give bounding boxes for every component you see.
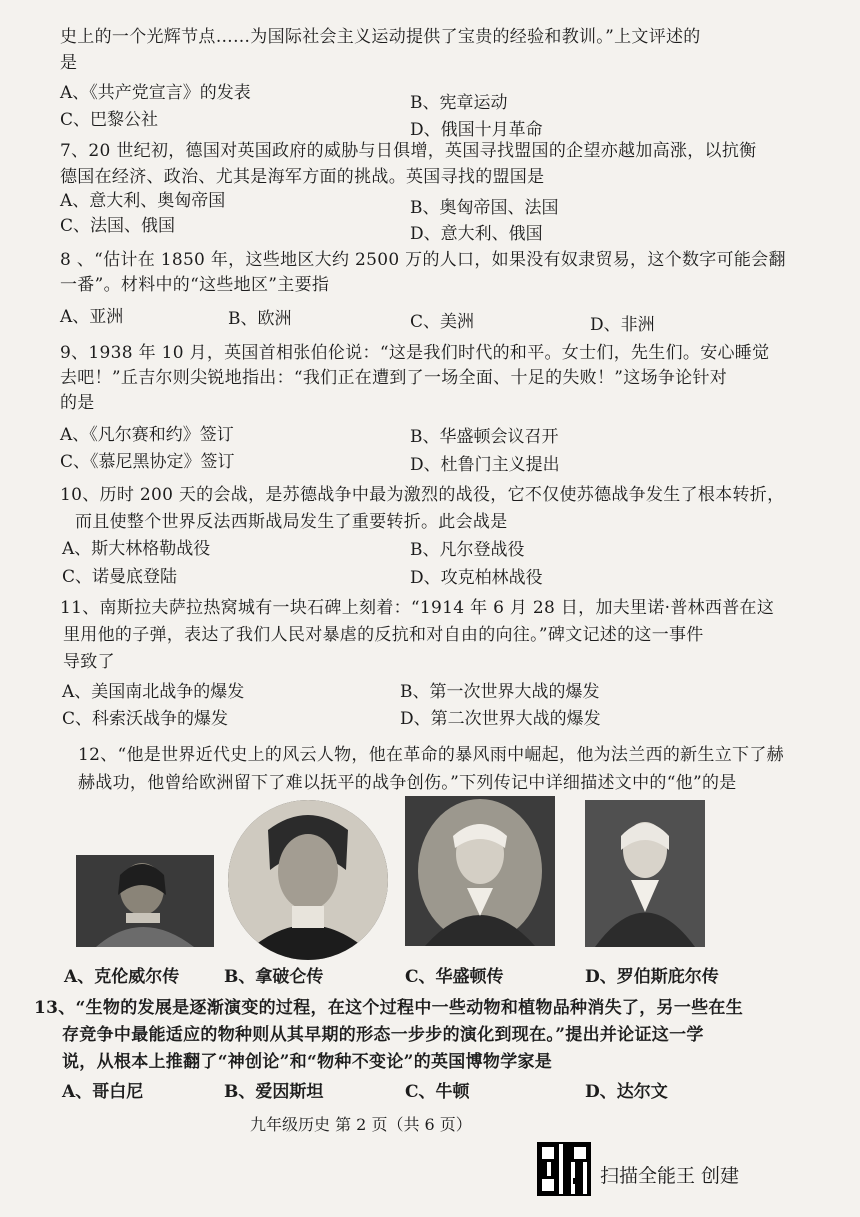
q7-option-a: A、意大利、奥匈帝国 [60, 191, 226, 211]
q7-stem-line2: 德国在经济、政治、尤其是海军方面的挑战。英国寻找的盟国是 [60, 167, 545, 187]
q8-option-c: C、美洲 [410, 312, 475, 332]
q8-option-a: A、亚洲 [60, 307, 124, 327]
q13-stem-line2: 存竞争中最能适应的物种则从其早期的形态一步步的演化到现在。”提出并论证这一学 [62, 1025, 704, 1045]
q10-stem-line2: 而且使整个世界反法西斯战局发生了重要转折。此会战是 [75, 512, 508, 532]
q8-option-d: D、非洲 [590, 315, 655, 335]
q6-option-b: B、宪章运动 [410, 93, 508, 113]
q11-option-b: B、第一次世界大战的爆发 [400, 682, 600, 702]
q9-option-d: D、杜鲁门主义提出 [410, 455, 560, 475]
q7-option-d: D、意大利、俄国 [410, 224, 543, 244]
q11-stem-line2: 里用他的子弹，表达了我们人民对暴虐的反抗和对自由的向往。”碑文记述的这一事件 [63, 625, 704, 645]
q11-option-d: D、第二次世界大战的爆发 [400, 709, 601, 729]
q7-option-c: C、法国、俄国 [60, 216, 176, 236]
q6-stem-line2: 是 [60, 53, 78, 73]
q11-stem-line1: 11、南斯拉夫萨拉热窝城有一块石碑上刻着：“1914 年 6 月 28 日，加夫里诺·普林西普在这 [60, 598, 775, 618]
q10-option-c: C、诺曼底登陆 [62, 567, 178, 587]
q12-option-d: D、罗伯斯庇尔传 [585, 967, 719, 987]
q8-stem-line1: 8 、“估计在 1850 年，这些地区大约 2500 万的人口，如果没有奴隶贸易，这个数字可能会翻 [60, 250, 786, 270]
q13-stem-line3: 说，从根本上推翻了“神创论”和“物种不变论”的英国博物学家是 [62, 1052, 553, 1072]
q6-option-a: A、《共产党宣言》的发表 [60, 83, 251, 103]
q9-stem-line3: 的是 [60, 393, 95, 413]
portrait-washington-image [405, 796, 555, 946]
q7-stem-line1: 7、20 世纪初，德国对英国政府的威胁与日俱增，英国寻找盟国的企望亦越加高涨，以抗衡 [60, 141, 757, 161]
q10-option-b: B、凡尔登战役 [410, 540, 525, 560]
q12-option-b: B、拿破仑传 [224, 967, 324, 987]
q10-option-d: D、攻克柏林战役 [410, 568, 543, 588]
q13-option-b: B、爱因斯坦 [224, 1082, 324, 1102]
q12-option-c: C、华盛顿传 [405, 967, 504, 987]
q9-option-c: C、《慕尼黑协定》签订 [60, 452, 235, 472]
q12-option-a: A、克伦威尔传 [64, 967, 180, 987]
q13-option-d: D、达尔文 [585, 1082, 668, 1102]
q9-option-b: B、华盛顿会议召开 [410, 427, 559, 447]
q8-option-b: B、欧洲 [228, 309, 292, 329]
q11-option-c: C、科索沃战争的爆发 [62, 709, 229, 729]
q13-stem-line1: 13、“生物的发展是逐渐演变的过程，在这个过程中一些动物和植物品种消失了，另一些在生 [34, 998, 744, 1018]
q11-option-a: A、美国南北战争的爆发 [62, 682, 245, 702]
portrait-napoleon-image [228, 800, 388, 960]
portrait-robespierre-image [585, 800, 705, 947]
q10-option-a: A、斯大林格勒战役 [62, 539, 211, 559]
q9-stem-line1: 9、1938 年 10 月，英国首相张伯伦说：“这是我们时代的和平。女士们，先生们。安心睡觉 [60, 343, 770, 363]
q9-stem-line2: 去吧！”丘吉尔则尖锐地指出：“我们正在遭到了一场全面、十足的失败！”这场争论针对 [60, 368, 728, 388]
q8-stem-line2: 一番”。材料中的“这些地区”主要指 [60, 275, 330, 295]
q9-option-a: A、《凡尔赛和约》签订 [60, 425, 234, 445]
q10-stem-line1: 10、历时 200 天的会战，是苏德战争中最为激烈的战役，它不仅使苏德战争发生了根本转折， [60, 485, 785, 505]
qr-code-icon [537, 1142, 591, 1196]
q13-option-a: A、哥白尼 [62, 1082, 144, 1102]
q6-stem-line1: 史上的一个光辉节点……为国际社会主义运动提供了宝贵的经验和教训。”上文评述的 [60, 27, 701, 47]
q6-option-d: D、俄国十月革命 [410, 120, 543, 140]
scanner-watermark-text: 扫描全能王 创建 [600, 1165, 740, 1187]
q7-option-b: B、奥匈帝国、法国 [410, 198, 559, 218]
q12-stem-line2: 赫战功，他曾给欧洲留下了难以抚平的战争创伤。”下列传记中详细描述文中的“他”的是 [78, 773, 737, 793]
q12-stem-line1: 12、“他是世界近代史上的风云人物，他在革命的暴风雨中崛起，他为法兰西的新生立下了赫 [78, 745, 784, 765]
portrait-cromwell-image [76, 855, 214, 947]
page-footer: 九年级历史 第 2 页（共 6 页） [250, 1115, 472, 1134]
q11-stem-line3: 导致了 [63, 652, 115, 672]
q13-option-c: C、牛顿 [405, 1082, 470, 1102]
q6-option-c: C、巴黎公社 [60, 110, 159, 130]
